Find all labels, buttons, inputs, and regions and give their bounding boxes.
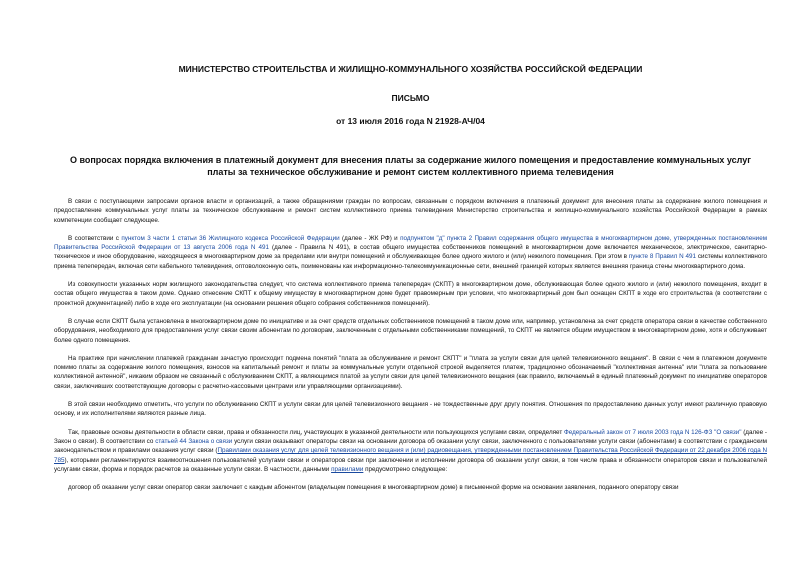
document-date-number: от 13 июля 2016 года N 21928-АЧ/04 [336, 116, 485, 126]
paragraph-distinction: В этой связи необходимо отметить, что услуги по обслуживанию СКПТ и услуги связи для целей телевизионного вещания - не тождественные друг другу понятия. Отношения по предоставлению данных услуг имеют различную правовую основу, и их исполнителями являются разные лица. [54, 401, 767, 418]
link-rules-785[interactable]: Правилами оказания услуг для целей телевизионного вещания и (или) радиовещания, утвержденными постановлением Правительства Российской Федерации от 22 декабря 2006 года N 785 [54, 447, 767, 464]
paragraph-legal-basis [54, 234, 767, 271]
text-segment: В соответствии с [68, 234, 122, 242]
link-housing-code-art36[interactable]: пунктом 3 части 1 статьи 36 Жилищного кодекса Российской Федерации [121, 234, 340, 242]
text-segment: (далее - ЖК РФ) и [339, 234, 401, 242]
paragraph-common-property: Из совокупности указанных норм жилищного законодательства следует, что система коллективного приема телепередач (СКПТ) в многоквартирном доме, обслуживающая более одного жилого и (или) нежилого помещения, входит в состав общего имущества в таком доме. Однако отнесение СКПТ к общему имуществу в многоквартирном доме будет правомерным при условии, что многоквартирный дом был оснащен СКПТ в ходе его строительства (в соответствии с проектной документацией) либо в ходе его эксплуатации (на основании решения общего собрания собственников помещений). [54, 281, 767, 307]
link-rules[interactable]: правилами [331, 465, 364, 473]
text-segment: системы коллективного приема телепередач, включая сети кабельного телевидения, оптоволоконную сеть, поименованы как информационно-телекоммуникационные сети, внешней границей которых является внешняя граница стены многоквартирного дома. [54, 253, 767, 270]
text-segment: Так, правовые основы деятельности в области связи, права и обязанности лиц, участвующих в указанной деятельности или пользующихся услугами связи, определяет [68, 428, 564, 436]
text-segment: ), которыми регламентируются взаимоотношения пользователей услугами связи и операторов связи при заключении и исполнении договора об оказании услуг связи, в том числе права и обязанности операторов связи и пользователей услугами связи, форма и порядок расчетов за оказанные услуги связи. В частности, данными [54, 456, 767, 473]
link-rules-491-subpoint-d[interactable]: подпунктом "д" пункта 2 Правил содержания общего имущества в многоквартирном доме, утвержденных постановлением Правительства Российской Федерации от 13 августа 2006 года N 491 [54, 234, 768, 252]
text-segment: (далее - Правила N 491), в состав общего имущества собственников помещений в многоквартирном доме включается механическое, электрическое, санитарно-техническое и иное оборудование, находящееся в многоквартирном доме за пределами или внутри помещений и обслуживающее более одного жилого и (или) нежилого помещения. При этом в [54, 244, 767, 261]
link-federal-law-126[interactable]: Федеральный закон от 7 июля 2003 года N 126-ФЗ "О связи" [563, 428, 742, 436]
text-segment: услуги связи оказывают операторы связи на основании договора об оказании услуг связи, заключенного с пользователями услуги связи (абонентами) в соответствии с гражданским законодательством и правилами оказания услуг связи ( [54, 437, 767, 455]
document-subject: О вопросах порядка включения в платежный документ для внесения платы за содержание жилого помещения и предоставление коммунальных услуг платы за техническое обслуживание и ремонт систем коллективного приема телевидения [69, 155, 752, 177]
paragraph-private-installation: В случае если СКПТ была установлена в многоквартирном доме по инициативе и за счет средств отдельных собственников помещений в таком доме или, например, установлена за счет средств оператора связи в качестве собственного оборудования, необходимого для предоставления услуг связи своим абонентам по договорам, заключенным с отдельными собственниками помещений, то СКПТ не является общим имуществом в многоквартирном доме, хотя и обслуживает более одного помещения. [54, 317, 767, 344]
paragraph-billing-practice: На практике при начислении платежей гражданам зачастую происходит подмена понятий "плата за обслуживание и ремонт СКПТ" и "плата за услуги связи для целей телевизионного вещания". В связи с чем в платежном документе помимо платы за содержание жилого помещения, взносов на капитальный ремонт и платы за коммунальные услуги отдельной строкой выделяется платеж, традиционно обозначаемый "коллективная антенна" или "плата за пользование коллективной антенной", никаким образом не связанный с обслуживанием СКПТ, а являющимся платой за услуги связи для целей телевизионного вещания (как правило, включаемый в единый платежный документ по инициативе операторов связи, заключивших соответствующие договоры с расчетно-кассовыми центрами или управляющими организациями). [54, 354, 767, 390]
ministry-heading: МИНИСТЕРСТВО СТРОИТЕЛЬСТВА И ЖИЛИЩНО-КОММУНАЛЬНОГО ХОЗЯЙСТВА РОССИЙСКОЙ ФЕДЕРАЦИИ [178, 64, 643, 74]
text-segment: предусмотрено следующее: [363, 465, 448, 473]
paragraph-communications-law [54, 428, 767, 474]
link-rules-491-point-8[interactable]: пункте 8 Правил N 491 [628, 253, 697, 261]
paragraph-intro: В связи с поступающими запросами органов власти и организаций, а также обращениями граждан по вопросам, связанным с порядком включения в платежный документ для внесения платы за содержание жилого помещения и предоставление коммунальных услуг платы за техническое обслуживание и ремонт систем коллективного приема телевидения Министерство строительства и жилищно-коммунального хозяйства Российской Федерации в рамках компетенции сообщает следующее. [54, 198, 767, 224]
link-article-44[interactable]: статьей 44 Закона о связи [155, 437, 233, 445]
document-type: ПИСЬМО [391, 93, 430, 103]
text-segment: (далее - Закон о связи). В соответствии со [54, 428, 768, 445]
paragraph-contract: договор об оказании услуг связи оператор связи заключает с каждым абонентом (владельцем помещения в многоквартирном доме) в письменной форме на основании заявления, поданного оператору связи [68, 484, 679, 492]
